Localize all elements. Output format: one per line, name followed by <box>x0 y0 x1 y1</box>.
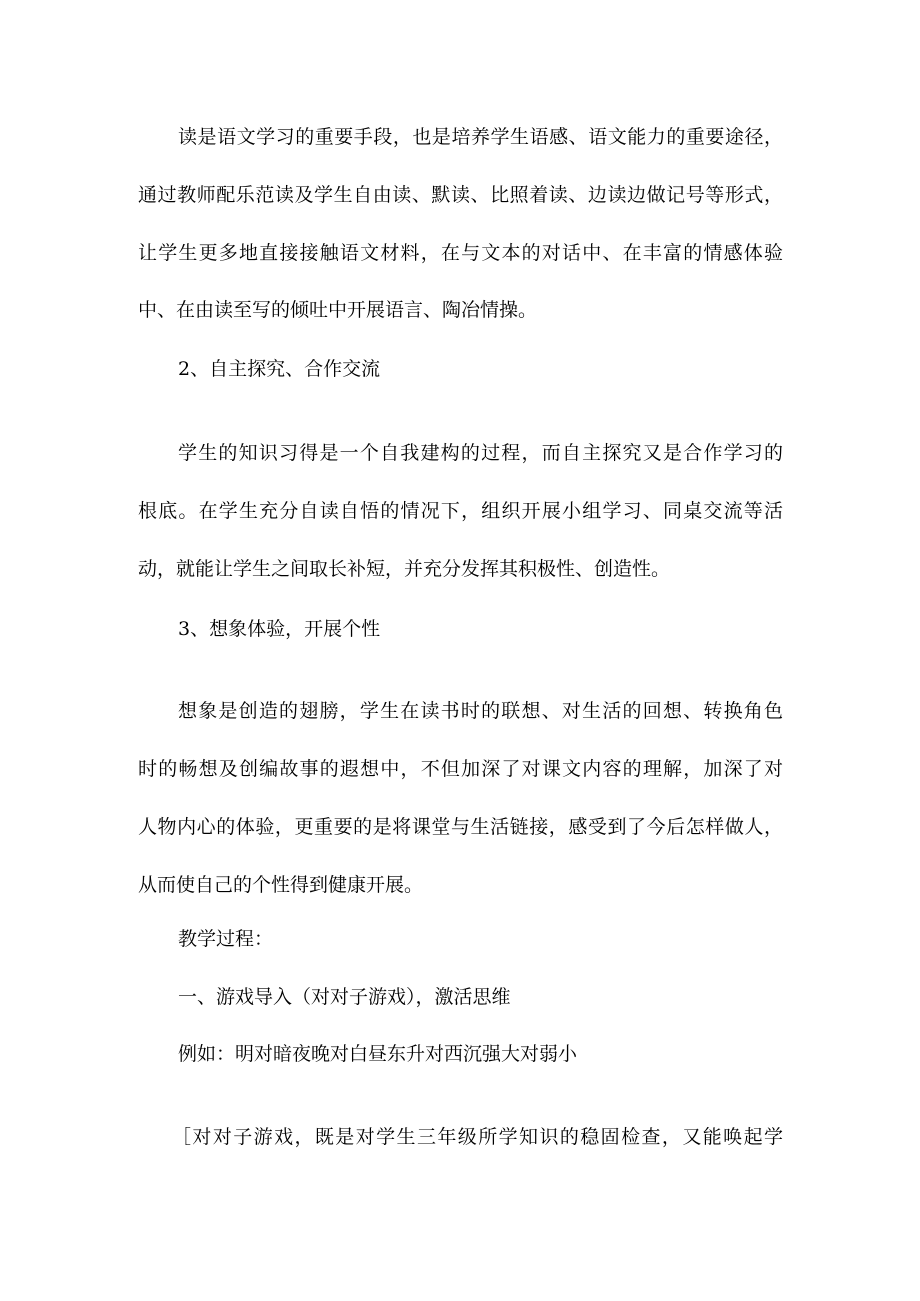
note-line: ［对对子游戏，既是对学生三年级所学知识的稳固检查，又能唤起学 <box>172 1126 783 1148</box>
paragraph-1-line-1: 读是语文学习的重要手段，也是培养学生语感、语文能力的重要途径， <box>178 126 783 148</box>
paragraph-3-line-1: 想象是创造的翅膀，学生在读书时的联想、对生活的回想、转换角色 <box>178 700 783 722</box>
paragraph-1-line-4: 中、在由读至写的倾吐中开展语言、陶冶情操。 <box>138 299 538 321</box>
heading-3: 3、想象体验，开展个性 <box>178 618 381 640</box>
paragraph-3-line-4: 从而使自己的个性得到健康开展。 <box>138 874 424 896</box>
paragraph-2-line-1: 学生的知识习得是一个自我建构的过程，而自主探究又是合作学习的 <box>178 442 783 464</box>
paragraph-2-line-2: 根底。在学生充分自读自悟的情况下，组织开展小组学习、同桌交流等活 <box>138 500 783 522</box>
paragraph-3-line-2: 时的畅想及创编故事的遐想中，不但加深了对课文内容的理解，加深了对 <box>138 758 783 780</box>
example-line: 例如：明对暗夜晚对白昼东升对西沉强大对弱小 <box>178 1043 578 1065</box>
step-1-heading: 一、游戏导入（对对子游戏），激活思维 <box>178 986 511 1008</box>
paragraph-1-line-2: 通过教师配乐范读及学生自由读、默读、比照着读、边读边做记号等形式， <box>138 184 783 206</box>
heading-2: 2、自主探究、合作交流 <box>178 358 381 380</box>
paragraph-2-line-3: 动，就能让学生之间取长补短，并充分发挥其积极性、创造性。 <box>138 558 671 580</box>
paragraph-3-line-3: 人物内心的体验，更重要的是将课堂与生活链接，感受到了今后怎样做人， <box>138 816 783 838</box>
paragraph-1-line-3: 让学生更多地直接接触语文材料，在与文本的对话中、在丰富的情感体验 <box>138 242 783 264</box>
teaching-process-label: 教学过程： <box>178 928 274 950</box>
